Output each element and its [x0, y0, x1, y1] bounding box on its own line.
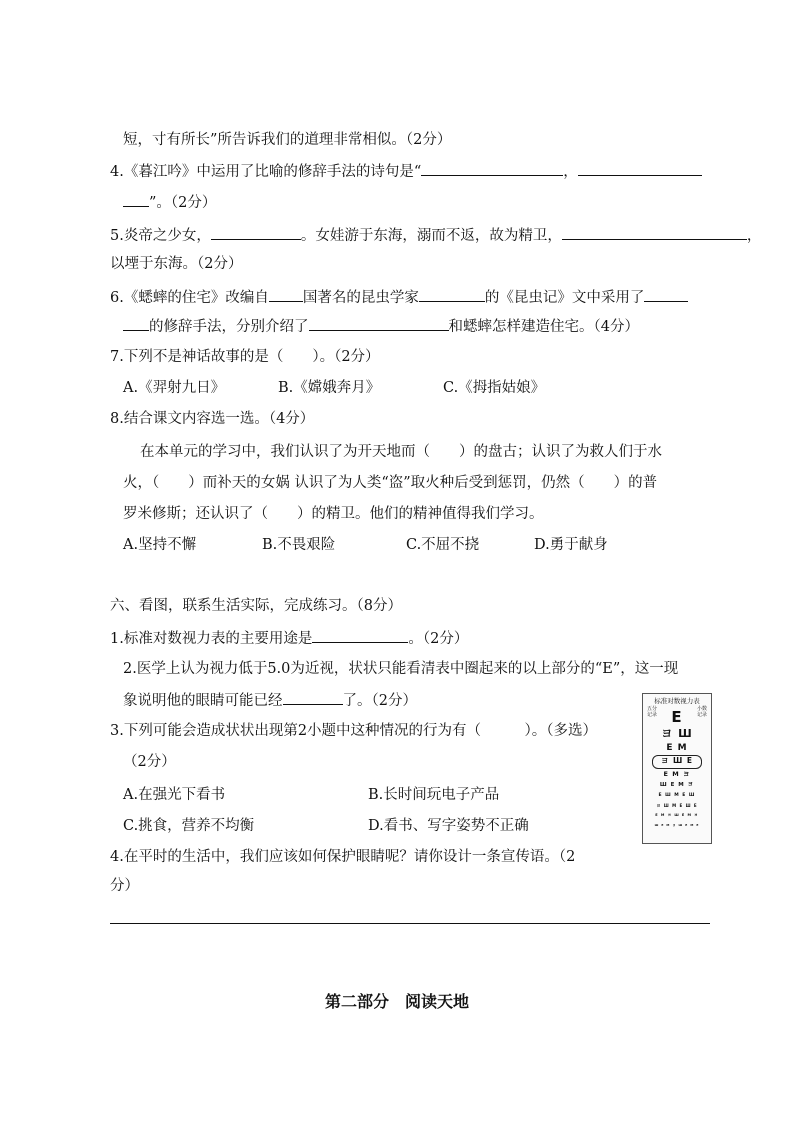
section-6-question-3-option-c: C.挑食，营养不均衡 — [123, 818, 255, 834]
question-8-passage-2: 火，（ ）而补天的女娲 认识了为人类“盗”取火种后受到惩罚，仍然（ ）的普 — [123, 475, 658, 491]
section-6-question-4: 4.在平时的生活中，我们应该如何保护眼睛呢？请你设计一条宣传语。（2 — [110, 849, 576, 865]
section-6-question-3: 3.下列可能会造成状状出现第2小题中这种情况的行为有（ ）。（多选） — [110, 723, 598, 739]
question-7: 7.下列不是神话故事的是（ ）。（2分） — [110, 349, 380, 365]
question-7-option-a: A.《羿射九日》 — [123, 380, 226, 396]
answer-blank[interactable] — [419, 287, 485, 302]
answer-blank[interactable] — [312, 628, 408, 643]
q3-continuation: 短，寸有所长”所告诉我们的道理非常相似。（2分） — [123, 132, 452, 148]
answer-blank[interactable] — [309, 316, 449, 331]
section-6-question-3-option-d: D.看书、写字姿势不正确 — [368, 818, 529, 834]
section-6-question-3-option-b: B.长时间玩电子产品 — [368, 787, 500, 803]
answer-blank[interactable] — [578, 161, 702, 176]
question-6: 6.《蟋蟀的住宅》改编自 国著名的昆虫学家 的《昆虫记》文中采用了 — [110, 287, 688, 308]
question-8-passage-3: 罗米修斯；还认识了（ ）的精卫。他们的精神值得我们学习。 — [123, 506, 544, 522]
eye-chart-left-label: 五分记录 — [647, 706, 658, 718]
question-6-cont: 的修辞手法，分别介绍了 和蟋蟀怎样建造住宅。（4分） — [123, 316, 639, 337]
eye-chart-row: E Ш M E Ш — [658, 793, 696, 798]
section-6-question-2: 2.医学上认为视力低于5.0为近视，状状只能看清表中圈起来的以上部分的“E”，这一现 — [123, 661, 679, 677]
question-7-option-b: B.《嫦娥奔月》 — [278, 380, 381, 396]
section-6-question-4-cont: 分） — [110, 878, 139, 894]
eye-chart-title: 标准对数视力表 — [654, 697, 700, 705]
eye-chart-row: Ш E M ヨ — [659, 782, 695, 788]
eye-chart-row: ヨ Ш M E Ш E — [656, 803, 698, 808]
eye-chart-row: E M — [666, 743, 688, 753]
section-6-question-3-cont: （2分） — [123, 754, 176, 770]
answer-blank[interactable] — [644, 287, 688, 302]
section-6-heading: 六、看图，联系生活实际，完成练习。（8分） — [110, 598, 402, 614]
question-8-option-a: A.坚持不懈 — [123, 537, 197, 553]
question-8-option-b: B.不畏艰险 — [262, 537, 336, 553]
eye-chart-right-label: 小数记录 — [696, 706, 707, 718]
answer-line[interactable] — [110, 923, 710, 924]
eye-chart-row: Ш E M ヨ Ш E M E — [654, 823, 700, 827]
answer-blank[interactable] — [123, 192, 149, 207]
question-7-option-c: C.《拇指姑娘》 — [443, 380, 546, 396]
eye-chart-row: E — [671, 708, 683, 726]
question-4: 4.《暮江吟》中运用了比喻的修辞手法的诗句是“ ， — [110, 161, 702, 182]
eye-chart-row: ヨ Ш E — [660, 756, 694, 765]
answer-blank[interactable] — [562, 225, 747, 240]
answer-blank[interactable] — [123, 316, 149, 331]
part-2-heading: 第二部分 阅读天地 — [324, 992, 469, 1011]
section-6-question-2-cont: 象说明他的眼睛可能已经 了。（2分） — [123, 690, 417, 711]
question-8-option-c: C.不屈不挠 — [406, 537, 480, 553]
question-4-cont: ”。（2分） — [123, 192, 216, 213]
answer-blank[interactable] — [211, 225, 301, 240]
eye-chart-row: E M ヨ — [663, 770, 691, 778]
question-8: 8.结合课文内容选一选。（4分） — [110, 411, 315, 427]
section-6-question-1: 1.标准对数视力表的主要用途是 。（2分） — [110, 628, 468, 649]
eye-chart-image — [642, 693, 712, 844]
answer-blank[interactable] — [269, 287, 303, 302]
question-8-option-d: D.勇于献身 — [534, 537, 608, 553]
eye-chart-row: ヨ Ш — [661, 727, 693, 740]
eye-chart-row: E M ヨ Ш E M ヨ — [655, 813, 699, 817]
question-8-passage-1: 在本单元的学习中，我们认识了为开天地而（ ）的盘古；认识了为救人们于水 — [140, 444, 662, 460]
answer-blank[interactable] — [283, 690, 343, 705]
question-5-cont: 以堙于东海。（2分） — [110, 256, 243, 272]
question-5: 5.炎帝之少女， 。女娃游于东海，溺而不返，故为精卫， ， — [110, 225, 761, 246]
section-6-question-3-option-a: A.在强光下看书 — [123, 787, 226, 803]
answer-blank[interactable] — [421, 161, 563, 176]
